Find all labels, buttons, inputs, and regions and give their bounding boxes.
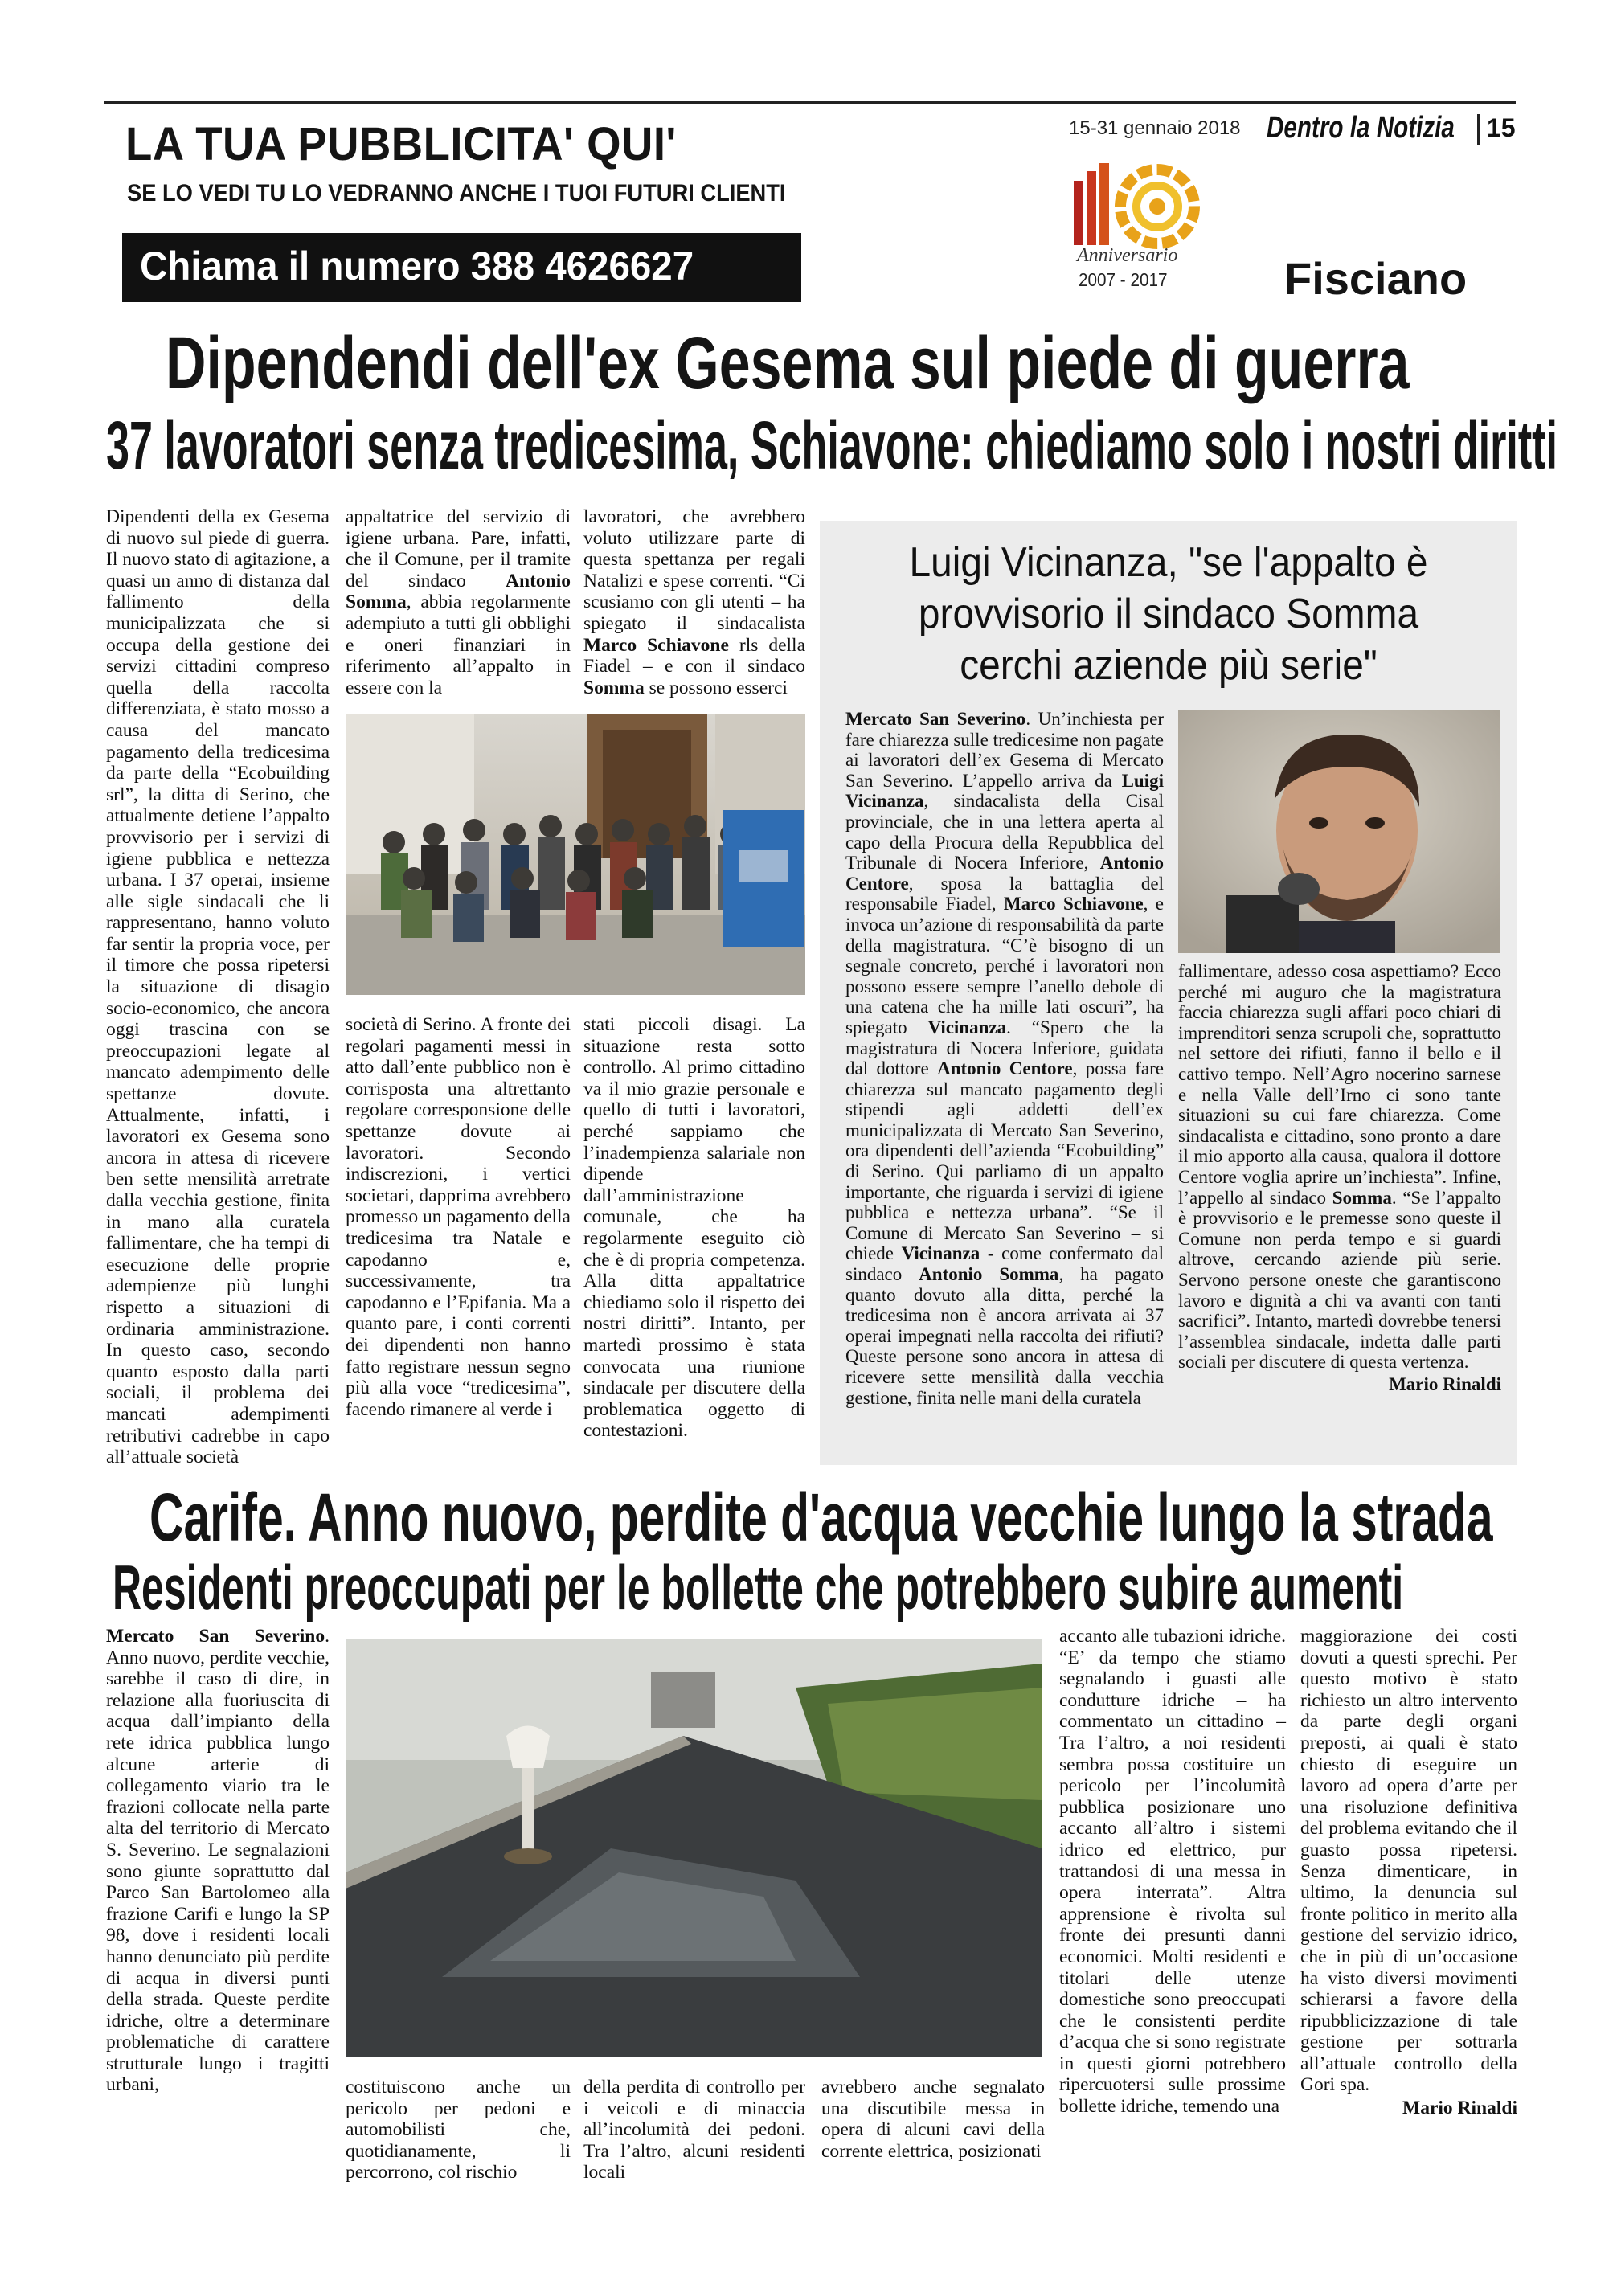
text-run: se possono esserci bbox=[644, 677, 788, 698]
name-centore: Antonio Centore bbox=[937, 1058, 1073, 1079]
anniversary-logo bbox=[1069, 157, 1206, 297]
article1-col2-top bbox=[346, 506, 571, 698]
article2-subheadline: Residenti preoccupati per le bollette che potrebbero subire aumenti bbox=[113, 1552, 1404, 1623]
text-run: , ha pagato quanto dovuto alla ditta, perché la tredicesima non è ancora arrivata ai 37 operai impegnati nella raccolta dei rifiuti? Queste persone sono ancora in attesa di ricevere sette mensilità dalla vecchia gestione, finita nelle mani della curatela bbox=[845, 1264, 1165, 1408]
text-run: fallimentare, adesso cosa aspettiamo? Ecco perché mi auguro che la magistratura faccia chiarezza sugli affari poco chiari di imprenditori senza scrupoli che, soprattutto nel settore dei rifiuti, fanno il bello e il cattivo tempo. Nell’Agro nocerino sarnese e nella Valle dell’Irno ci sono tante situazioni su cui fare chiarezza. Come sindacalista e cittadino, sono pronto a dare il mio apporto alla causa, qualora il dottore Centore voglia aprire un’inchiesta”. Infine, l’appello al sindaco bbox=[1178, 961, 1501, 1208]
masthead: Dentro la Notizia bbox=[1267, 111, 1455, 145]
name-somma: Antonio Somma bbox=[919, 1264, 1059, 1285]
article1-col2-bottom bbox=[346, 1014, 571, 1420]
ad-phone-text: Chiama il numero 388 4626627 bbox=[140, 244, 694, 289]
article2-col2 bbox=[346, 2077, 571, 2183]
name-schiavone: Marco Schiavone bbox=[1003, 894, 1144, 915]
name-schiavone: Marco Schiavone bbox=[583, 634, 729, 656]
article1-col1 bbox=[106, 506, 330, 1483]
anniversary-years: 2007 - 2017 bbox=[1079, 269, 1168, 290]
sidebar-col1 bbox=[845, 709, 1164, 1408]
article2-col6-text: maggiorazione dei costi dovuti a questi sprechi. Per questo motivo è stato richiesto un altro intervento da parte degli organi preposti, ai quali è stato chiesto di eseguire un lavoro ad opera d’arte per una risoluzione definitiva del problema evitando che il guasto possa ripetersi. Senza dimenticare, in ultimo, la denuncia sul fronte politico in merito alla gestione del servizio idrico, che in più di un’occasione ha visto diversi movimenti schierarsi a favore della ripubblicizzazione di tale gestione per sottrarla all’attuale controllo della Gori spa. bbox=[1300, 1626, 1517, 2096]
article2-col3 bbox=[583, 2077, 805, 2183]
text-run: appaltatrice del servizio di igiene urbana. Pare, infatti, che il Comune, per il tramite del sindaco bbox=[346, 506, 571, 591]
masthead-divider bbox=[1477, 114, 1480, 145]
sidebar-author: Mario Rinaldi bbox=[1389, 1373, 1501, 1394]
text-run: lavoratori, che avrebbero voluto utilizzare parte di questa spettanza per regali Natalizi e spese correnti. “Ci scusiamo con gli utenti – ha spiegato il sindacalista bbox=[583, 506, 805, 634]
ad-subtitle: SE LO VEDI TU LO VEDRANNO ANCHE I TUOI FUTURI CLIENTI bbox=[127, 180, 786, 207]
issue-date: 15-31 gennaio 2018 bbox=[1069, 117, 1241, 139]
name-somma: Somma bbox=[1332, 1187, 1392, 1208]
article2-col5-text: accanto alle tubazioni idriche. “E’ da tempo che stiamo segnalando i guasti alle condutture idriche – ha commentato un cittadino –Tra l’altro, a noi residenti sembra possa costituire un pericolo per l’incolumità pubblica posizionare uno accanto all’altro i sistemi idrico ed elettrico, pur trattandosi di una messa in opera interrata”. Altra apprensione è rivolta sul fronte dei presunti danni economici. Molti residenti e titolari delle utenze domestiche sono preoccupati che le consistenti perdite d’acqua che si sono registrate in questi giorni potrebbero ripercuotersi sulle prossime bollette idriche, temendo una bbox=[1059, 1626, 1286, 2118]
sidebar-headline: Luigi Vicinanza, "se l'appalto è provvisorio il sindaco Somma cerchi aziende più serie" bbox=[909, 539, 1428, 689]
article2-col2-text: costituiscono anche un pericolo per pedoni e automobilisti che, quotidianamente, li percorrono, col rischio bbox=[346, 2077, 571, 2183]
name-vicinanza: Vicinanza bbox=[927, 1017, 1007, 1037]
text-run: . “Se l’appalto è provvisorio e le premesse sono queste il Comune non perda tempo e si guardi altrove, cercando aziende più serie. Servono persone oneste che garantiscono lavoro e dignità a chi va avanti con tanti sacrifici”. Intanto, martedì dovrebbe tenersi l’assemblea sindacale, indetta dalle parti sociali per discutere di questa vertenza. bbox=[1178, 1187, 1501, 1373]
text-run: , possa fare chiarezza sul mancato pagamento degli stipendi agli addetti dell’ex municipalizzata di Mercato San Severino, ora dipendenti dell’azienda “Ecobuilding” di Serino. Qui parliamo di un appalto importante, che riguarda i servizi di igiene pubblica e nettezza urbana”. “Se il Comune di Mercato San Severino – si chiede bbox=[845, 1058, 1165, 1264]
name-vicinanza: Luigi Vicinanza bbox=[845, 770, 1164, 812]
article2-col4-text: avrebbero anche segnalato una discutibile messa in opera di alcuni cavi della corrente elettrica, posizionati bbox=[821, 2077, 1045, 2162]
sidebar-col2 bbox=[1178, 961, 1501, 1394]
road-water-leak-photo bbox=[346, 1639, 1042, 2057]
article2-col6 bbox=[1300, 1626, 1517, 2119]
text-run: - come confermato dal sindaco bbox=[845, 1243, 1165, 1285]
ad-phone-bar[interactable] bbox=[122, 233, 801, 302]
text-run: , abbia regolarmente adempiuto a tutti gli obblighi e oneri finanziari in riferimento all’appalto in essere con la bbox=[346, 591, 571, 698]
article1-col2-bottom-text: società di Serino. A fronte dei regolari pagamenti messi in atto dall’ente pubblico non è corrisposta una altrettanto regolare corresponsione delle spettanze dovute ai lavoratori. Secondo indiscrezioni, i vertici societari, dapprima avrebbero promesso un pagamento della tredicesima tra Natale e capodanno e, successivamente, tra capodanno e l’Epifania. Ma a quanto pare, i conti correnti dei dipendenti non hanno fatto registrare nessun segno più alla voce “tredicesima”, facendo rimanere al verde i bbox=[346, 1014, 571, 1420]
ad-title: LA TUA PUBBLICITA' QUI' bbox=[125, 118, 677, 170]
article2-col4 bbox=[821, 2077, 1045, 2162]
article2-author: Mario Rinaldi bbox=[1402, 2098, 1517, 2119]
article1-col3-top bbox=[583, 506, 805, 698]
name-somma: Somma bbox=[583, 677, 645, 698]
article1-col3-bottom bbox=[583, 1014, 805, 1442]
workers-group-photo bbox=[346, 714, 805, 995]
article2-col5 bbox=[1059, 1626, 1286, 2118]
article2-col1 bbox=[106, 1626, 330, 2096]
place-name: Mercato San Severino bbox=[106, 1626, 325, 1647]
article1-col1-text: Dipendenti della ex Gesema di nuovo sul piede di guerra. Il nuovo stato di agitazione, a quasi un anno di distanza dal fallimento della municipalizzata che si occupa della gestione dei servizi cittadini compreso quella della raccolta differenziata, è stato mosso a causa del mancato pagamento della tredicesima da parte della “Ecobuilding srl”, la ditta di Serino, che attualmente detiene l’appalto provvisorio per i servizi di igiene pubblica e nettezza urbana. I 37 operai, insieme alle sigle sindacali che li rappresentano, hanno voluto far sentir la propria voce, per il timore che possa ripetersi la situazione di disagio socio-economico, che ancora oggi trascina con se preoccupazioni legate al mancato adempimento delle spettanze dovute. Attualmente, infatti, i lavoratori ex Gesema sono ancora in attesa di ricevere ben sette mensilità arretrate dalla vecchia gestione, finita in mano alla curatela fallimentare, che ha tempi di esecuzione delle proprie adempienze più lunghi rispetto a situazioni di ordinaria amministrazione. In questo caso, secondo quanto esposto dalla parti sociali, il problema dei mancati adempimenti retributivi cadrebbe in capo all’attuale società bbox=[106, 506, 330, 1468]
article1-col3-bottom-text: stati piccoli disagi. La situazione resta sotto controllo. Al primo cittadino va il mio grazie personale e quello di tutti i lavoratori, perché sappiamo che l’inadempienza salariale non dipende dall’amministrazione comunale, che ha regolarmente eseguito ciò che è di propria competenza. Alla ditta appaltatrice chiediamo solo il rispetto dei nostri diritti”. Intanto, per martedì prossimo è stata convocata una riunione sindacale per discutere della problematica oggetto di contestazioni. bbox=[583, 1014, 805, 1442]
text-run: , sindacalista della Cisal provinciale, che in una lettera aperta al capo della Procura della Repubblica del Tribunale di Nocera Inferiore, bbox=[845, 791, 1164, 874]
page-number: 15 bbox=[1487, 113, 1516, 142]
name-centore: Antonio Centore bbox=[845, 853, 1164, 894]
text-run: . Un’inchiesta per fare chiarezza sulle tredicesime non pagate ai lavoratori dell’ex Gesema di Mercato San Severino. L’appello arriva da bbox=[845, 709, 1164, 791]
text-run: rls della Fiadel – e con il sindaco bbox=[583, 634, 805, 677]
text-run: , e invoca un’azione di responsabilità da parte della magistratura. “C’è bisogno di un segnale concreto, perché i lavoratori non possono essere sempre l’anello debole di una catena che ha mille lati oscuri”, ha spiegato bbox=[845, 894, 1164, 1037]
name-vicinanza: Vicinanza bbox=[901, 1243, 980, 1264]
text-run: , sposa la battaglia del responsabile Fiadel, bbox=[845, 873, 1164, 915]
text-run: . Anno nuovo, perdite vecchie, sarebbe il caso di dire, in relazione alla fuoriuscita di acqua dall’impianto della rete idrica pubblica lungo alcune arterie di collegamento viario tra le frazioni collocate nella parte alta del territorio di Mercato S. Severino. Le segnalazioni sono giunte soprattutto dal Parco San Bartolomeo alla frazione Carifi e lungo la SP 98, dove i residenti locali hanno denunciato più perdite di acqua in diversi punti della strada. Queste perdite idriche, oltre a determinare problematiche di carattere strutturale lungo i tragitti urbani, bbox=[106, 1626, 330, 2096]
anniversary-label: Anniversario bbox=[1077, 245, 1178, 266]
top-rule bbox=[104, 101, 1516, 104]
article2-col3-text: della perdita di controllo per i veicoli e di minaccia all’incolumità dei pedoni. Tra l’altro, alcuni residenti locali bbox=[583, 2077, 805, 2183]
section-title: Fisciano bbox=[1284, 253, 1468, 304]
article2-headline: Carife. Anno nuovo, perdite d'acqua vecchie lungo la strada bbox=[149, 1480, 1493, 1555]
vicinanza-portrait-photo bbox=[1178, 710, 1500, 953]
name-somma: Antonio Somma bbox=[346, 570, 571, 613]
article1-headline: Dipendendi dell'ex Gesema sul piede di guerra bbox=[166, 322, 1410, 404]
place-name: Mercato San Severino bbox=[845, 709, 1026, 729]
article1-subheadline: 37 lavoratori senza tredicesima, Schiavone: chiediamo solo i nostri diritti bbox=[106, 407, 1558, 483]
text-run: . “Spero che la magistratura di Nocera Inferiore, guidata dal dottore bbox=[845, 1017, 1164, 1079]
